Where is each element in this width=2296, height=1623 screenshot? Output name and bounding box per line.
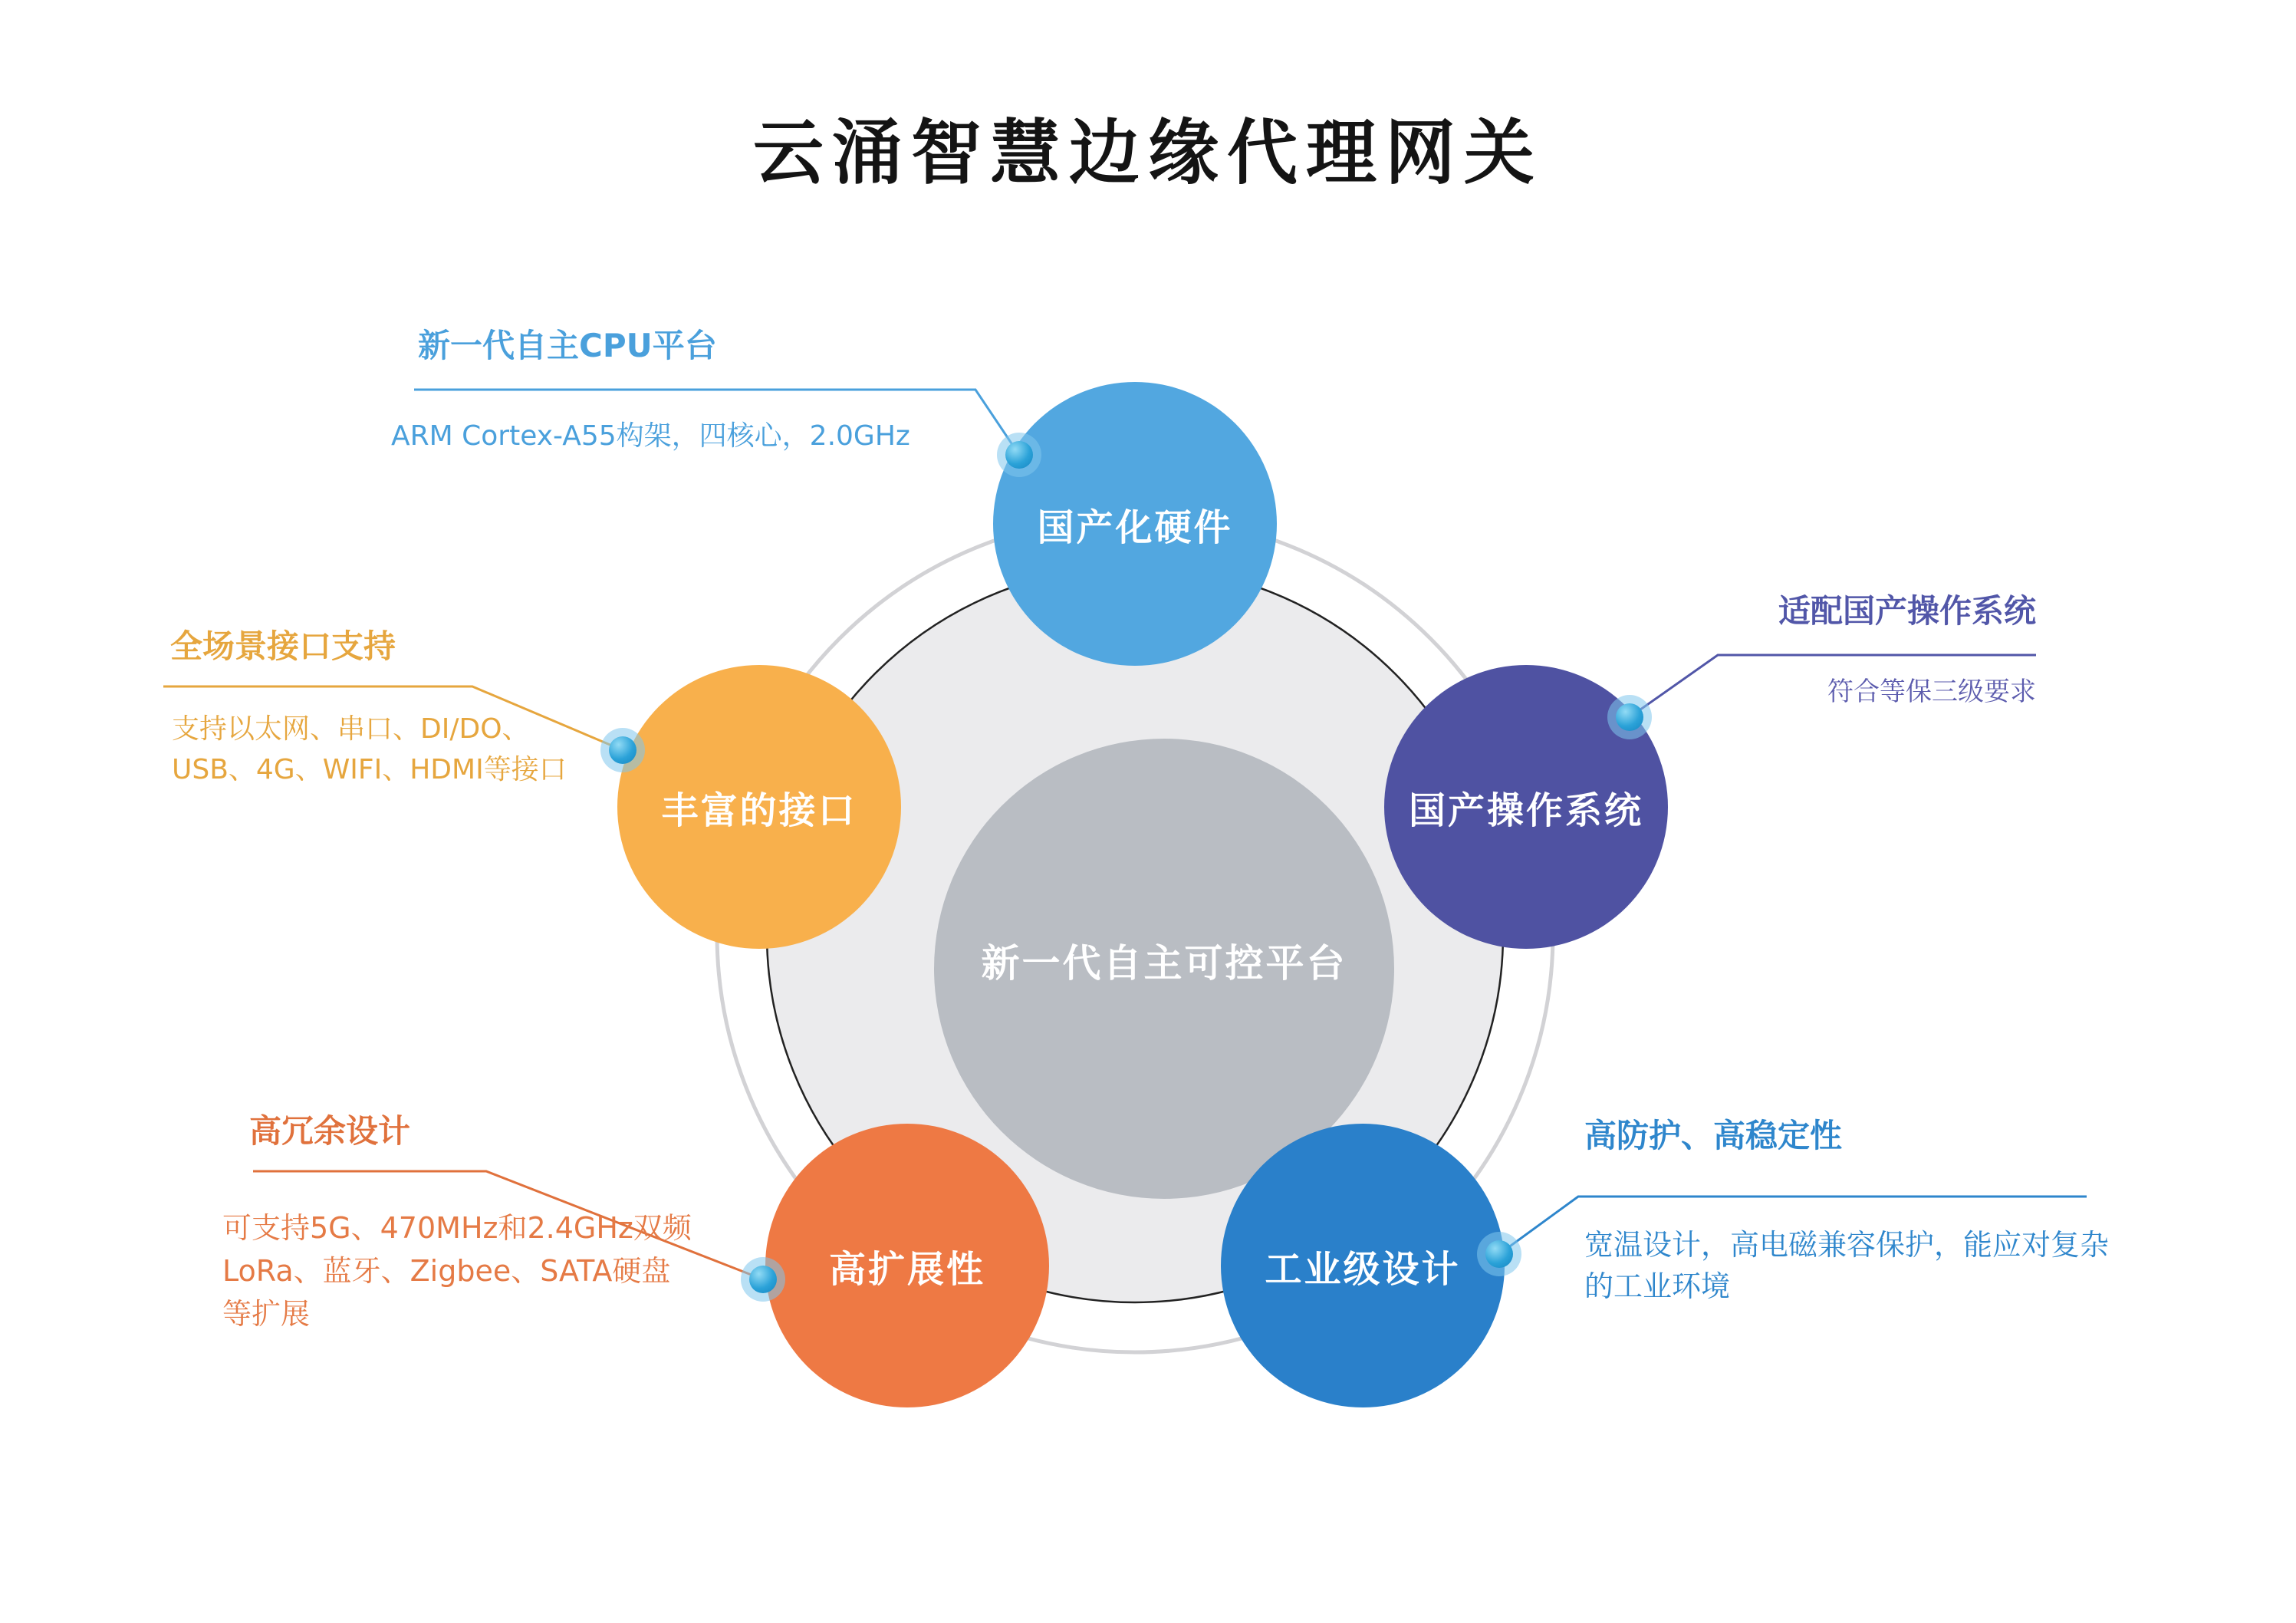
satellite-industrial xyxy=(1221,1124,1505,1407)
protection-annotation-line2: 的工业环境 xyxy=(1584,1269,1731,1303)
protection-annotation-line1: 宽温设计，高电磁兼容保护，能应对复杂 xyxy=(1584,1228,2110,1262)
satellite-hardware-label: 国产化硬件 xyxy=(1037,505,1233,549)
interfaces-annotation-line2: USB、4G、WIFI、HDMI等接口 xyxy=(172,754,567,785)
connector-dot-core xyxy=(1005,441,1033,469)
connector-dot-core xyxy=(609,736,636,764)
os-annotation-body: 符合等保三级要求 xyxy=(1827,677,2036,707)
connector-dot-icon-cpu xyxy=(997,433,1041,477)
page-title: 云涌智慧边缘代理网关 xyxy=(752,112,1543,194)
connector-dot-core xyxy=(749,1266,777,1293)
redundancy-annotation-line3: 等扩展 xyxy=(222,1297,311,1331)
os-annotation-heading: 适配国产操作系统 xyxy=(1778,592,2036,630)
connector-dot-icon-industrial xyxy=(1477,1232,1521,1276)
connector-dot-icon-os xyxy=(1607,695,1652,739)
connector-dot-icon-interfaces xyxy=(600,728,645,772)
cpu-annotation-heading: 新一代自主CPU平台 xyxy=(418,327,717,364)
satellite-expandability-label: 高扩展性 xyxy=(828,1247,985,1291)
satellite-interfaces xyxy=(617,665,901,949)
satellite-expandability xyxy=(765,1124,1049,1407)
protection-annotation-heading: 高防护、高稳定性 xyxy=(1584,1117,1843,1154)
satellite-os-label: 国产操作系统 xyxy=(1408,788,1643,832)
redundancy-annotation-line1: 可支持5G、470MHz和2.4GHz双频 xyxy=(222,1211,692,1245)
interfaces-annotation-line1: 支持以太网、串口、DI/DO、 xyxy=(172,713,530,745)
satellite-hardware xyxy=(993,382,1277,666)
cpu-annotation-body: ARM Cortex-A55构架，四核心，2.0GHz xyxy=(391,420,910,452)
satellite-interfaces-label: 丰富的接口 xyxy=(661,788,857,832)
center-platform-label: 新一代自主可控平台 xyxy=(981,941,1347,986)
redundancy-annotation-line2: LoRa、蓝牙、Zigbee、SATA硬盘 xyxy=(222,1254,671,1288)
redundancy-annotation-heading: 高冗余设计 xyxy=(249,1112,411,1150)
connector-dot-icon-expandability xyxy=(741,1257,785,1302)
satellite-industrial-label: 工业级设计 xyxy=(1265,1247,1461,1291)
connector-dot-core xyxy=(1616,703,1643,731)
connector-dot-core xyxy=(1485,1240,1513,1268)
interfaces-annotation-heading: 全场景接口支持 xyxy=(170,627,396,665)
